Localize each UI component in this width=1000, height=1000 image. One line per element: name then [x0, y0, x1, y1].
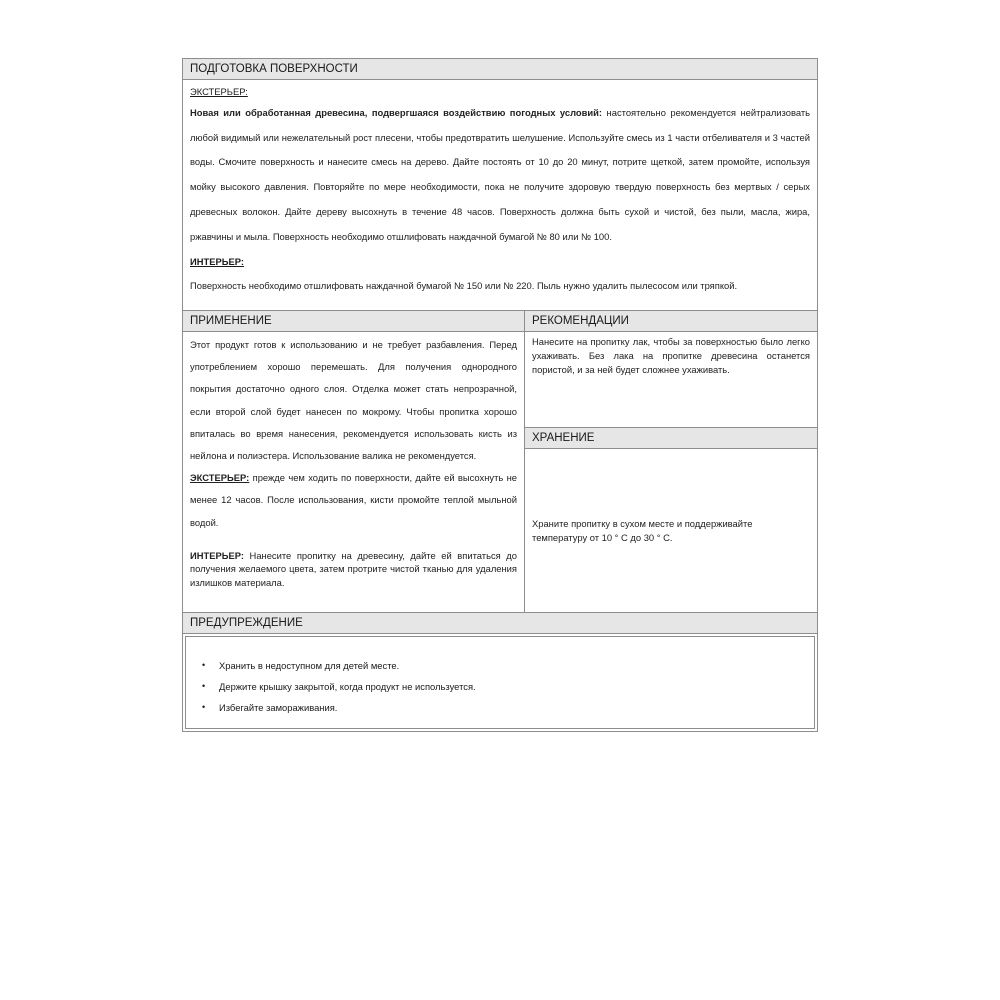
warning-list — [202, 655, 814, 718]
warning-item: • Держите крышку закрытой, когда продукт не используется. — [202, 676, 814, 697]
surface-prep-exterior-label: ЭКСТЕРЬЕР: — [190, 86, 248, 97]
surface-prep-interior-label: ИНТЕРЬЕР: — [190, 256, 244, 268]
surface-prep-section — [183, 80, 817, 310]
side-column — [525, 311, 817, 612]
surface-prep-interior-text: Поверхность необходимо отшлифовать наждачной бумагой № 150 или № 220. Пыль нужно удалить пылесосом или тряпкой. — [190, 280, 738, 292]
application-section — [183, 332, 524, 612]
surface-prep-header: ПОДГОТОВКА ПОВЕРХНОСТИ — [183, 59, 817, 80]
product-data-sheet — [182, 58, 818, 732]
application-interior-text: Нанесите пропитку на древесину, дайте ей впитаться до получения желаемого цвета, затем протрите чистой тканью для удаления излишков материала. — [190, 549, 517, 588]
recommendations-text: Нанесите на пропитку лак, чтобы за поверхностью было легко ухаживать. Без лака на пропитке древесина останется пористой, и за ней будет сложнее ухаживать. — [532, 336, 810, 375]
warning-section — [183, 612, 817, 729]
warning-box — [185, 636, 815, 729]
recommendations-header: РЕКОМЕНДАЦИИ — [525, 311, 817, 332]
application-exterior-label: ЭКСТЕРЬЕР: — [190, 472, 250, 484]
warning-item: • Избегайте замораживания. — [202, 697, 814, 718]
application-interior-paragraph — [190, 549, 517, 590]
storage-section — [525, 449, 817, 612]
surface-prep-exterior-paragraph — [190, 101, 810, 249]
application-intro: Этот продукт готов к использованию и не требует разбавления. Перед употреблением хорошо перемешать. Для получения однородного покрытия достаточно одного слоя. Отделка может стать непрозрачной, если второй слой будет нанесен по мокрому. Чтобы пропитка хорошо впиталась во время нанесения, рекомендуется использовать кисть из нейлона и полиэстера. Использование валика не рекомендуется. — [190, 339, 517, 462]
application-column — [183, 311, 525, 612]
warning-header: ПРЕДУПРЕЖДЕНИЕ — [183, 613, 817, 634]
application-exterior-text: прежде чем ходить по поверхности, дайте ей высохнуть не менее 12 часов. После использования, кисти промойте теплой мыльной водой. — [190, 472, 517, 528]
application-interior-label: ИНТЕРЬЕР: — [190, 549, 244, 561]
application-row — [183, 310, 817, 612]
application-header: ПРИМЕНЕНИЕ — [183, 311, 524, 332]
recommendations-section — [525, 332, 817, 427]
warning-item: • Хранить в недоступном для детей месте. — [202, 655, 814, 676]
storage-header: ХРАНЕНИЕ — [525, 427, 817, 449]
surface-prep-exterior-lead: Новая или обработанная древесина, подвергшаяся воздействию погодных условий: — [190, 107, 603, 118]
surface-prep-exterior-text: настоятельно рекомендуется нейтрализовать любой видимый или нежелательный рост плесени, чтобы предотвратить шелушение. Используйте смесь из 1 части отбеливателя и 3 частей воды. Смочите поверхность и нанесите смесь на дерево. Дайте постоять от 10 до 20 минут, потрите щеткой, затем промойте, используя мойку высокого давления. Повторяйте по мере необходимости, пока не получите здоровую твердую поверхность без мертвых / серых древесных волокон. Дайте дереву высохнуть в течение 48 часов. Поверхность должна быть сухой и чистой, без пыли, масла, жира, ржавчины и мыла. Поверхность необходимо отшлифовать наждачной бумагой № 80 или № 100. — [190, 107, 810, 242]
storage-text: Храните пропитку в сухом месте и поддерживайте температуру от 10 ° С до 30 ° С. — [532, 518, 753, 543]
application-exterior-paragraph — [190, 467, 517, 534]
